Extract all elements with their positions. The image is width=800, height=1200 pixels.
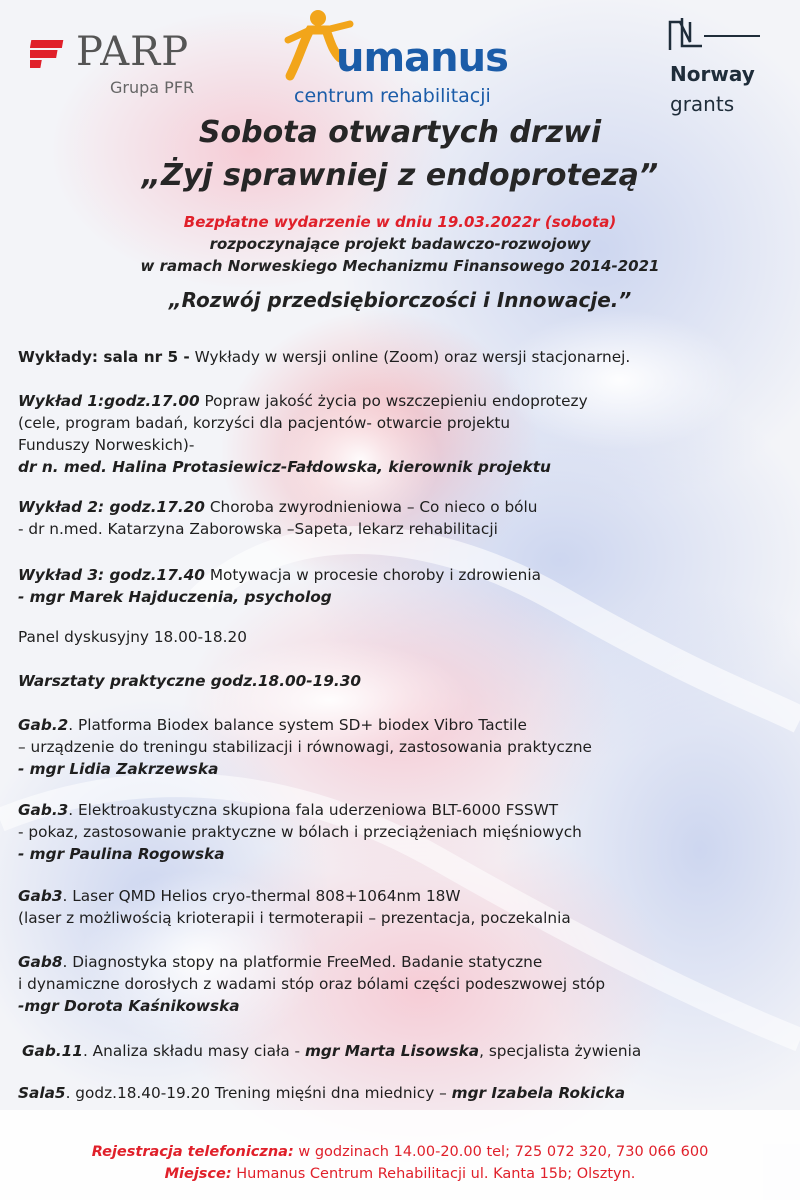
gab-11 bbox=[22, 1040, 792, 1062]
norway-grants-logo bbox=[668, 16, 778, 116]
humanus-subtitle: centrum rehabilitacji bbox=[294, 85, 491, 107]
workshops bbox=[18, 670, 788, 692]
gab-8-speaker: -mgr Dorota Kaśnikowska bbox=[18, 997, 240, 1015]
humanus-logo bbox=[280, 6, 540, 110]
panel bbox=[18, 626, 788, 648]
title-line-2: „Żyj sprawniej z endoprotezą” bbox=[141, 158, 659, 193]
gab-8 bbox=[18, 951, 788, 1017]
lecture-1 bbox=[18, 390, 788, 478]
project-name: „Rozwój przedsiębiorczości i Innowacje.” bbox=[168, 288, 632, 312]
humanus-name: umanus bbox=[336, 35, 508, 81]
sala-5 bbox=[18, 1082, 788, 1104]
gab-3-laser-label: Gab3 bbox=[18, 887, 63, 905]
title-line-1: Sobota otwartych drzwi bbox=[198, 115, 602, 150]
gab-8-line-2: i dynamiczne dorosłych z wadami stóp oraz bólami części podeszwowej stóp bbox=[18, 975, 606, 993]
registration-text: w godzinach 14.00-20.00 tel; 725 072 320, 730 066 600 bbox=[293, 1144, 709, 1160]
gab-3-label: Gab.3 bbox=[18, 801, 69, 819]
gab-2-line-2: – urządzenie do treningu stabilizacji i równowagi, zastosowania praktyczne bbox=[18, 738, 592, 756]
lecture-2 bbox=[18, 496, 788, 540]
gab-2-title: . Platforma Biodex balance system SD+ biodex Vibro Tactile bbox=[68, 716, 527, 734]
lecture-3-speaker: - mgr Marek Hajduczenia, psycholog bbox=[18, 588, 332, 606]
workshops-text: Warsztaty praktyczne godz.18.00-19.30 bbox=[18, 672, 362, 690]
gab-2-label: Gab.2 bbox=[18, 716, 69, 734]
lecture-1-line-3: Funduszy Norweskich)- bbox=[18, 436, 195, 454]
lecture-3-label: Wykład 3: godz.17.40 bbox=[18, 566, 205, 584]
sala-5-speaker: mgr Izabela Rokicka bbox=[451, 1084, 626, 1102]
gab-2-speaker: - mgr Lidia Zakrzewska bbox=[18, 760, 219, 778]
lecture-1-speaker: dr n. med. Halina Protasiewicz-Fałdowska, kierownik projektu bbox=[18, 458, 551, 476]
lectures-header bbox=[18, 346, 788, 368]
lecture-3-title: Motywacja w procesie choroby i zdrowienia bbox=[204, 566, 541, 584]
parp-subtitle: Grupa PFR bbox=[110, 78, 195, 97]
project-intro-line-2: w ramach Norweskiego Mechanizmu Finansowego 2014-2021 bbox=[140, 257, 660, 275]
lecture-3 bbox=[18, 564, 788, 608]
norway-subtitle: grants bbox=[670, 92, 735, 116]
project-intro-line-1: rozpoczynające projekt badawczo-rozwojowy bbox=[209, 235, 591, 253]
gab-11-suffix: , specjalista żywienia bbox=[479, 1042, 642, 1060]
gab-11-label: Gab.11 bbox=[22, 1042, 83, 1060]
gab-8-label: Gab8 bbox=[18, 953, 63, 971]
lecture-2-title: Choroba zwyrodnieniowa – Co nieco o bólu bbox=[204, 498, 538, 516]
place-text: Humanus Centrum Rehabilitacji ul. Kanta 15b; Olsztyn. bbox=[231, 1166, 636, 1182]
registration-label: Rejestracja telefoniczna: bbox=[91, 1144, 294, 1160]
lecture-1-line-2: (cele, program badań, korzyści dla pacjentów- otwarcie projektu bbox=[18, 414, 511, 432]
gab-11-speaker: mgr Marta Lisowska bbox=[304, 1042, 480, 1060]
gab-2 bbox=[18, 714, 788, 780]
gab-3-laser-line-2: (laser z możliwością krioterapii i termoterapii – prezentacja, poczekalnia bbox=[18, 909, 571, 927]
gab-3-shockwave bbox=[18, 799, 788, 865]
gab-3-laser-title: . Laser QMD Helios cryo-thermal 808+1064nm 18W bbox=[62, 887, 461, 905]
place-label: Miejsce: bbox=[164, 1166, 232, 1182]
parp-logo bbox=[30, 30, 220, 100]
place-info bbox=[0, 1163, 800, 1185]
lectures-header-label: Wykłady: sala nr 5 - bbox=[18, 348, 190, 366]
parp-mark-icon bbox=[30, 36, 66, 72]
norway-name: Norway bbox=[670, 62, 755, 86]
gab-3-speaker: - mgr Paulina Rogowska bbox=[18, 845, 225, 863]
lecture-2-speaker: - dr n.med. Katarzyna Zaborowska –Sapeta, lekarz rehabilitacji bbox=[18, 520, 498, 538]
registration-info bbox=[0, 1141, 800, 1163]
sala-5-label: Sala5 bbox=[18, 1084, 66, 1102]
lecture-2-label: Wykład 2: godz.17.20 bbox=[18, 498, 205, 516]
lecture-1-label: Wykład 1:godz.17.00 bbox=[18, 392, 200, 410]
norway-grants-mark-icon bbox=[668, 16, 760, 52]
gab-3-title: . Elektroakustyczna skupiona fala uderzeniowa BLT-6000 FSSWT bbox=[68, 801, 559, 819]
sala-5-title: . godz.18.40-19.20 Trening mięśni dna miednicy – bbox=[65, 1084, 452, 1102]
gab-3-laser bbox=[18, 885, 788, 929]
gab-3-line-2: - pokaz, zastosowanie praktyczne w bólach i przeciążeniach mięśniowych bbox=[18, 823, 582, 841]
lecture-1-title: Popraw jakość życia po wszczepieniu endoprotezy bbox=[199, 392, 588, 410]
gab-8-title: . Diagnostyka stopy na platformie FreeMed. Badanie statyczne bbox=[62, 953, 543, 971]
gab-11-title: . Analiza składu masy ciała - bbox=[82, 1042, 305, 1060]
parp-name: PARP bbox=[76, 29, 190, 75]
panel-text: Panel dyskusyjny 18.00-18.20 bbox=[18, 628, 247, 646]
event-date-line: Bezpłatne wydarzenie w dniu 19.03.2022r (sobota) bbox=[183, 213, 617, 231]
lectures-header-text: Wykłady w wersji online (Zoom) oraz wersji stacjonarnej. bbox=[189, 348, 631, 366]
